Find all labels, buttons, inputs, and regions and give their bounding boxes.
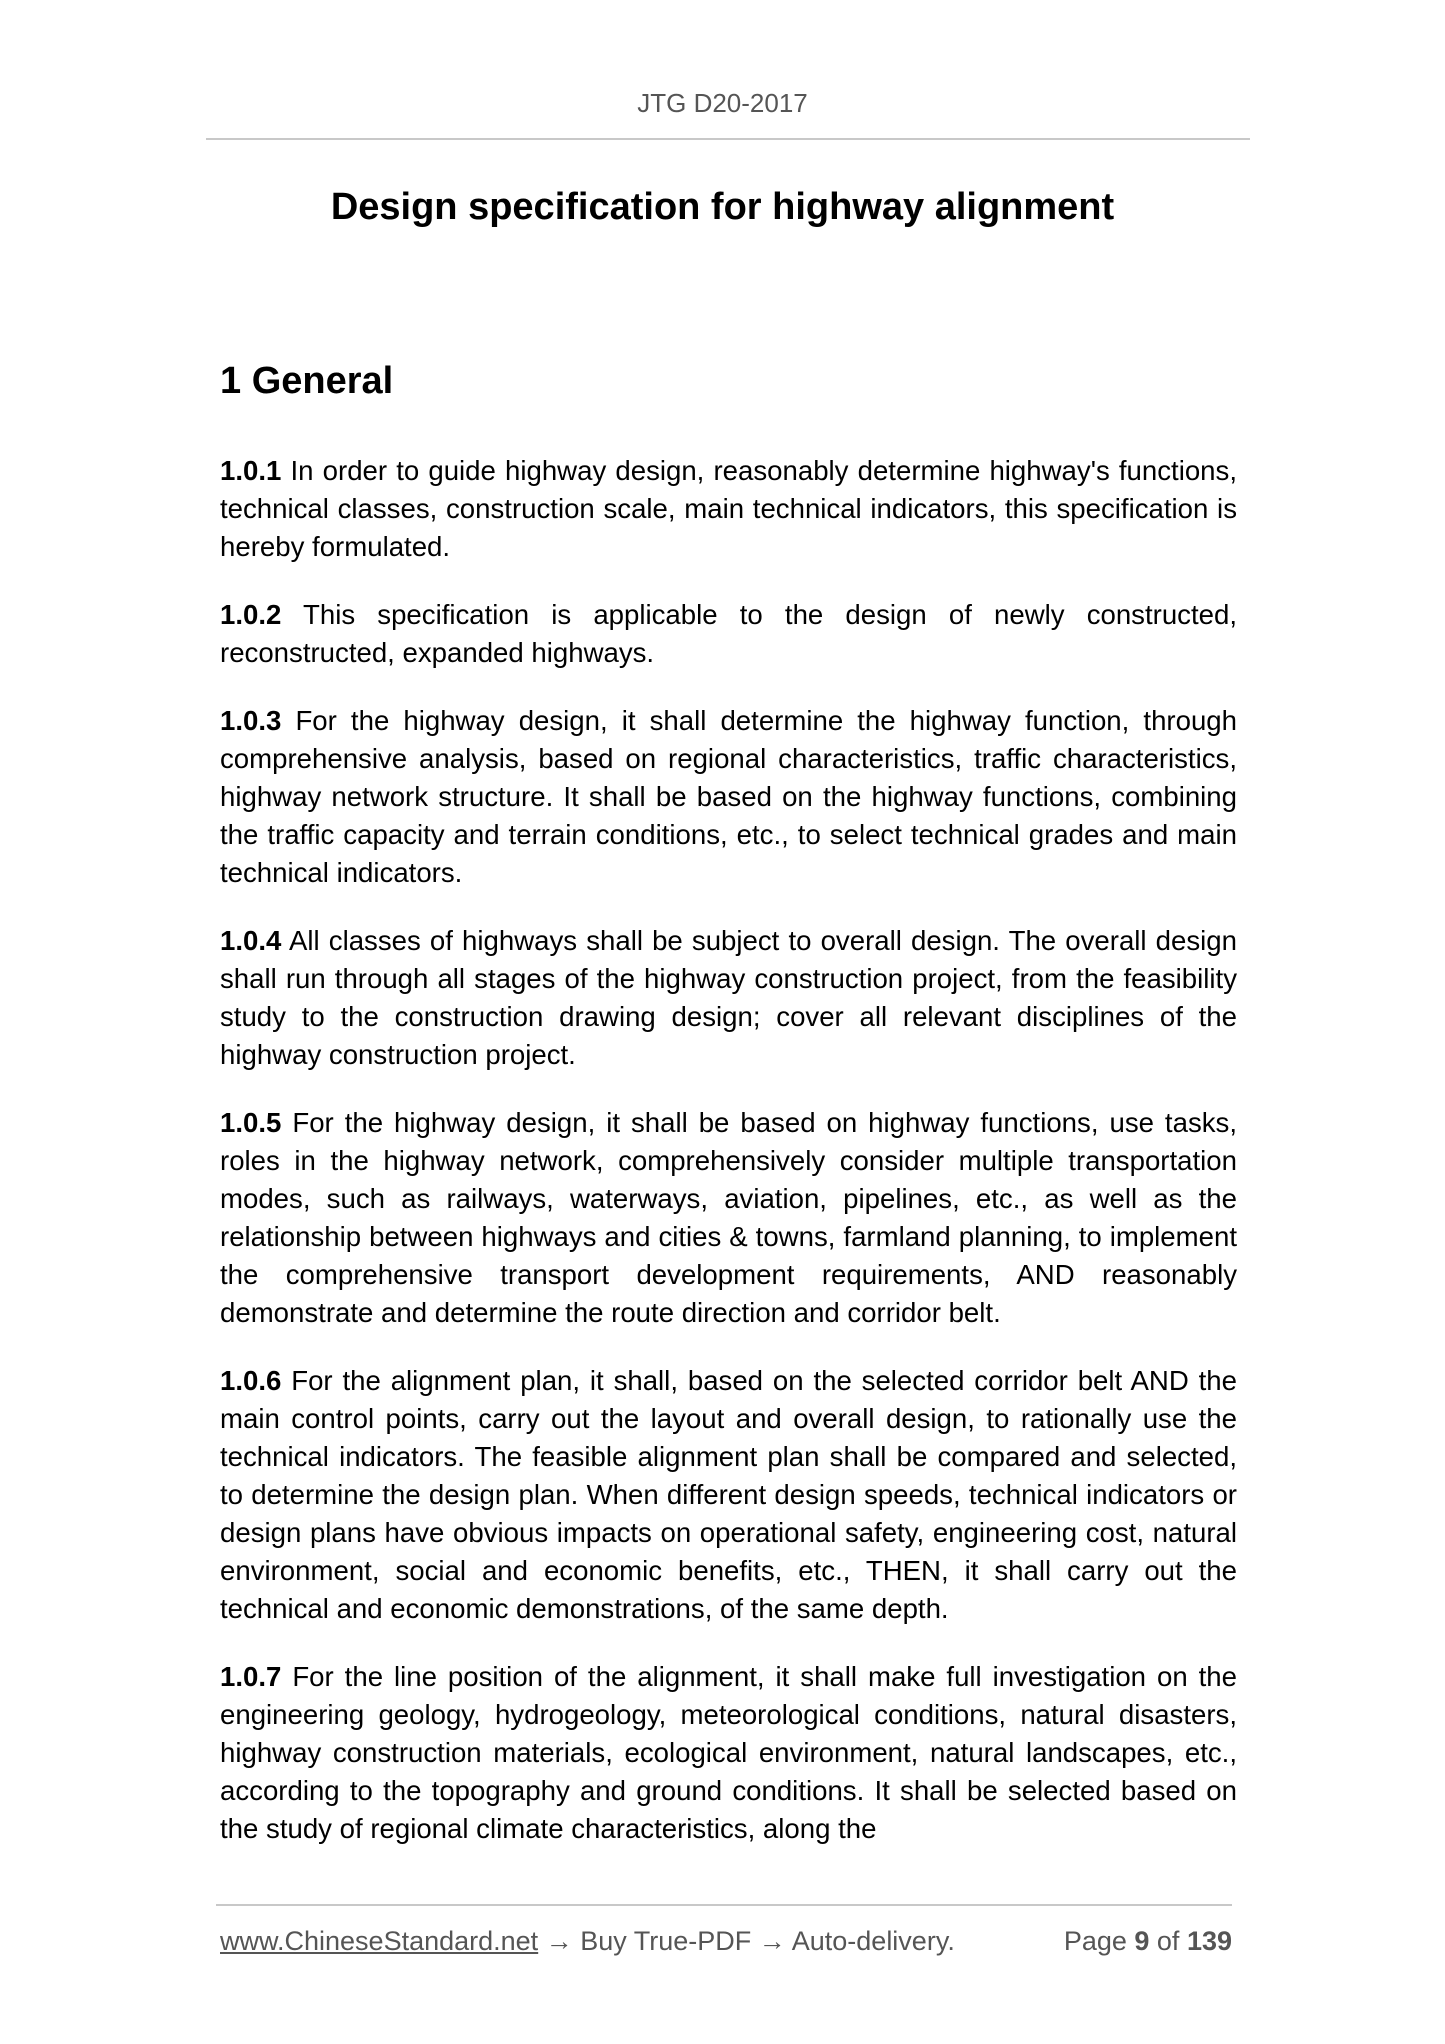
clause-text: All classes of highways shall be subject to overall design. The overall design shall run through all stages of the highway construction project, from the feasibility study to the construction drawing design; cover all relevant disciplines of the highway construction project. — [220, 925, 1237, 1070]
clause-text: For the alignment plan, it shall, based on the selected corridor belt AND the main control points, carry out the layout and overall design, to rationally use the technical indicators. The feasible alignment plan shall be compared and selected, to determine the design plan. When different design speeds, technical indicators or design plans have obvious impacts on operational safety, engineering cost, natural environment, social and economic benefits, etc., THEN, it shall carry out the technical and economic demonstrations, of the same depth. — [220, 1365, 1237, 1624]
section-heading: 1 General — [220, 360, 394, 402]
total-page-count: 139 — [1186, 1926, 1232, 1956]
clause-1-0-5 — [220, 1104, 1237, 1332]
clause-number: 1.0.3 — [220, 705, 282, 736]
clause-list — [220, 452, 1237, 1878]
page-of-label: of — [1149, 1926, 1187, 1956]
page-indicator — [1064, 1926, 1232, 1957]
clause-1-0-7 — [220, 1658, 1237, 1848]
clause-text: For the line position of the alignment, it shall make full investigation on the engineering geology, hydrogeology, meteorological conditions, natural disasters, highway construction materials, ecological environment, natural landscapes, etc., according to the topography and ground conditions. It shall be selected based on the study of regional climate characteristics, along the — [220, 1661, 1237, 1844]
footer-promo — [220, 1926, 955, 1957]
clause-1-0-3 — [220, 702, 1237, 892]
clause-1-0-2 — [220, 596, 1237, 672]
clause-text: For the highway design, it shall be based on highway functions, use tasks, roles in the highway network, comprehensively consider multiple transportation modes, such as railways, waterways, aviation, pipelines, etc., as well as the relationship between highways and cities & towns, farmland planning, to implement the comprehensive transport development requirements, AND reasonably demonstrate and determine the route direction and corridor belt. — [220, 1107, 1237, 1328]
document-title: Design specification for highway alignment — [330, 186, 1115, 228]
clause-text: This specification is applicable to the design of newly constructed, reconstructed, expanded highways. — [220, 599, 1237, 668]
clause-number: 1.0.4 — [220, 925, 282, 956]
clause-number: 1.0.6 — [220, 1365, 282, 1396]
footer-divider — [216, 1904, 1232, 1906]
clause-number: 1.0.7 — [220, 1661, 282, 1692]
footer-promo-text: → Buy True-PDF → Auto-delivery. — [538, 1926, 955, 1956]
clause-number: 1.0.1 — [220, 455, 282, 486]
clause-number: 1.0.5 — [220, 1107, 282, 1138]
clause-number: 1.0.2 — [220, 599, 282, 630]
website-link[interactable]: www.ChineseStandard.net — [220, 1926, 539, 1956]
clause-1-0-1 — [220, 452, 1237, 566]
page-label: Page — [1063, 1926, 1135, 1956]
clause-1-0-6 — [220, 1362, 1237, 1628]
current-page-number: 9 — [1134, 1926, 1150, 1956]
clause-text: In order to guide highway design, reasonably determine highway's functions, technical classes, construction scale, main technical indicators, this specification is hereby formulated. — [220, 455, 1237, 562]
document-code-header: JTG D20-2017 — [637, 88, 808, 118]
clause-text: For the highway design, it shall determine the highway function, through comprehensive analysis, based on regional characteristics, traffic characteristics, highway network structure. It shall be based on the highway functions, combining the traffic capacity and terrain conditions, etc., to select technical grades and main technical indicators. — [220, 705, 1237, 888]
clause-1-0-4 — [220, 922, 1237, 1074]
header-divider — [206, 138, 1250, 140]
